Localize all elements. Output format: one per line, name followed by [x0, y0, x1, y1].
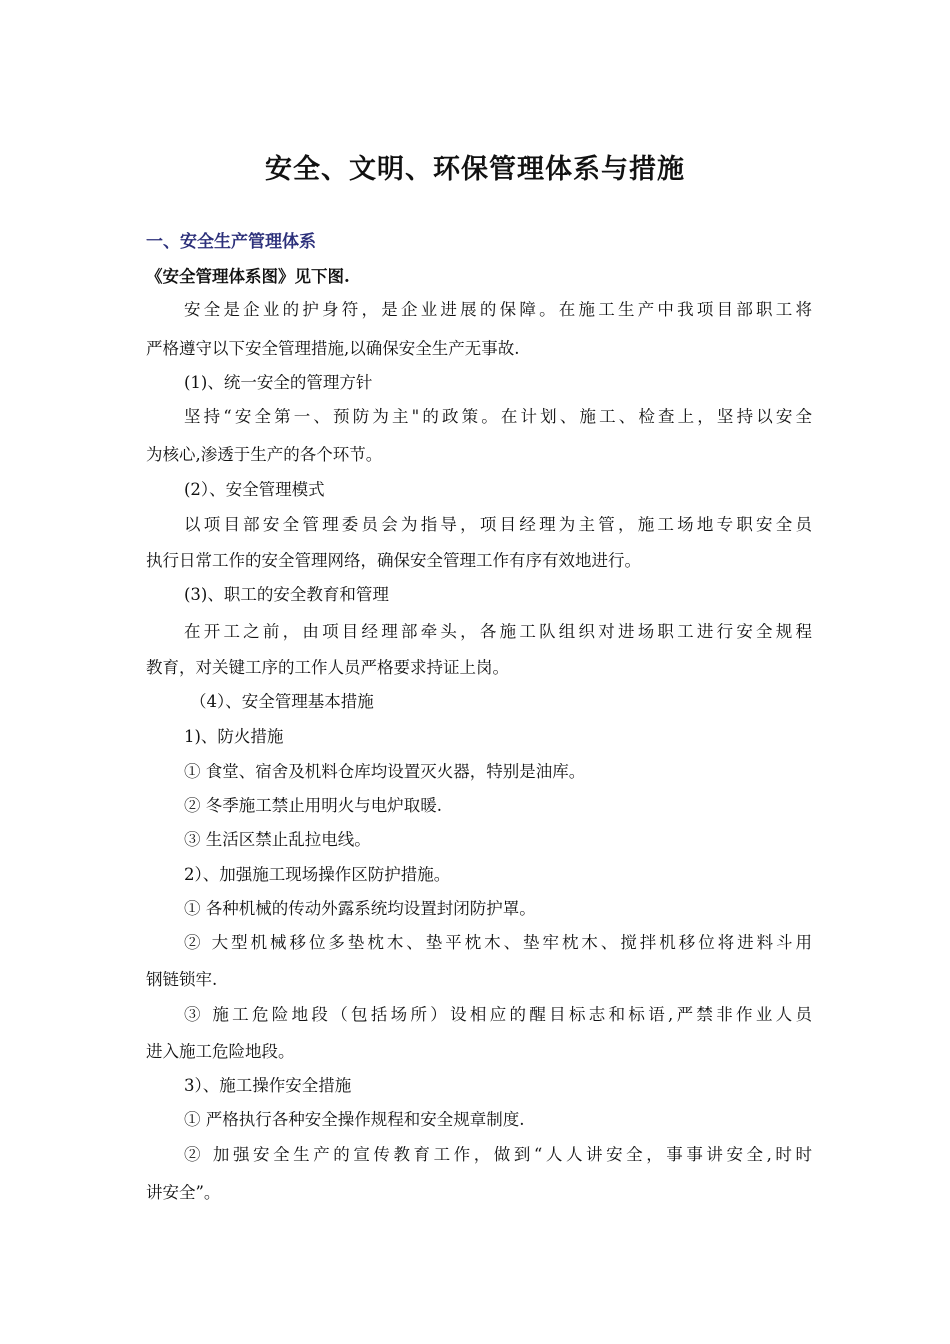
protect-heading: 2）、加强施工现场操作区防护措施。: [184, 865, 451, 884]
protect-item-1: ① 各种机械的传动外露系统均设置封闭防护罩。: [184, 899, 536, 918]
item3-heading: (3)、职工的安全教育和管理: [184, 585, 389, 604]
operate-item-2-line-1: ② 加强安全生产的宣传教育工作，做到“人人讲安全，事事讲安全,时时: [184, 1145, 812, 1164]
intro-line-1: 安全是企业的护身符，是企业进展的保障。在施工生产中我项目部职工将: [184, 300, 812, 319]
section-heading: 一、安全生产管理体系: [146, 232, 316, 252]
page-title: 安全、文明、环保管理体系与措施: [265, 154, 685, 185]
operate-item-2-line-2: 讲安全”。: [146, 1183, 221, 1202]
item4-heading: （4）、安全管理基本措施: [190, 692, 374, 711]
fire-item-2: ② 冬季施工禁止用明火与电炉取暖.: [184, 796, 442, 815]
fire-item-3: ③ 生活区禁止乱拉电线。: [184, 830, 371, 849]
item1-line-1: 坚持“安全第一、预防为主"的政策。在计划、施工、检查上，坚持以安全: [184, 407, 812, 426]
protect-item-3-line-2: 进入施工危险地段。: [146, 1042, 295, 1061]
operate-item-1: ① 严格执行各种安全操作规程和安全规章制度.: [184, 1110, 525, 1129]
protect-item-3-line-1: ③ 施工危险地段（包括场所）设相应的醒目标志和标语,严禁非作业人员: [184, 1005, 812, 1024]
fire-heading: 1)、防火措施: [184, 727, 284, 746]
protect-item-2-line-2: 钢链锁牢.: [146, 970, 218, 989]
intro-line-2: 严格遵守以下安全管理措施,以确保安全生产无事故.: [146, 339, 520, 358]
item2-line-2: 执行日常工作的安全管理网络，确保安全管理工作有序有效地进行。: [146, 551, 641, 570]
figure-reference: 《安全管理体系图》见下图.: [146, 267, 350, 286]
fire-item-1: ① 食堂、宿舍及机料仓库均设置灭火器，特别是油库。: [184, 762, 586, 781]
item3-line-2: 教育，对关键工序的工作人员严格要求持证上岗。: [146, 658, 509, 677]
item1-line-2: 为核心,渗透于生产的各个环节。: [146, 445, 383, 464]
item2-line-1: 以项目部安全管理委员会为指导，项目经理为主管，施工场地专职安全员: [184, 515, 812, 534]
operate-heading: 3）、施工操作安全措施: [184, 1076, 352, 1095]
item1-heading: (1)、统一安全的管理方针: [184, 373, 373, 392]
protect-item-2-line-1: ② 大型机械移位多垫枕木、垫平枕木、垫牢枕木、搅拌机移位将进料斗用: [184, 933, 812, 952]
item3-line-1: 在开工之前，由项目经理部牵头，各施工队组织对进场职工进行安全规程: [184, 622, 812, 641]
item2-heading: (2）、安全管理模式: [184, 480, 325, 499]
